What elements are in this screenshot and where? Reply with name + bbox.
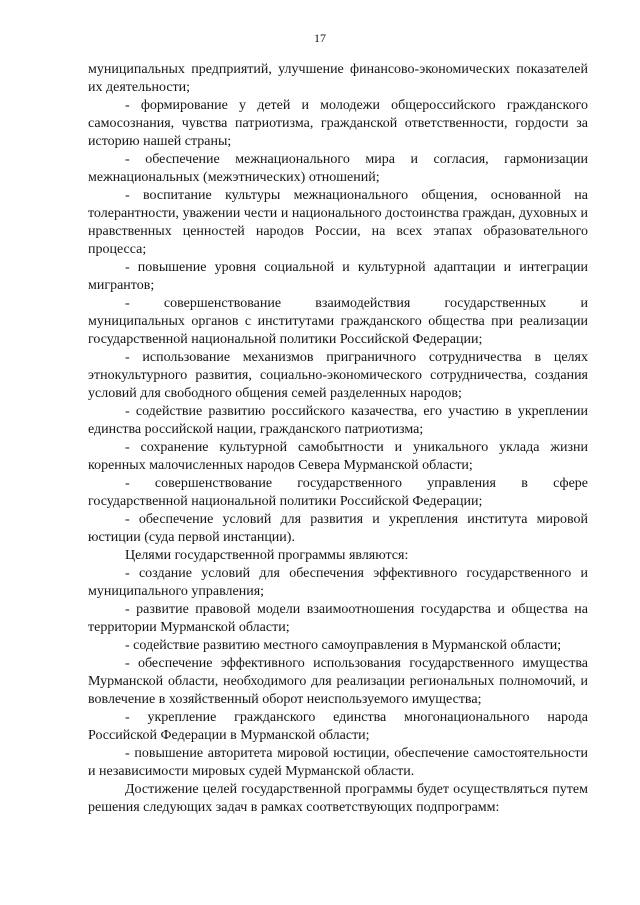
list-item: - повышение авторитета мировой юстиции, обеспечение самостоятельности и независимости мировых судей Мурманской области.: [88, 746, 592, 779]
page-number: 17: [314, 31, 326, 45]
list-item: - укрепление гражданского единства многонационального народа Российской Федерации в Мурманской области;: [88, 710, 592, 743]
list-item: - обеспечение межнационального мира и согласия, гармонизации межнациональных (межэтнических) отношений;: [88, 152, 592, 185]
list-item: - повышение уровня социальной и культурной адаптации и интеграции мигрантов;: [88, 260, 592, 293]
list-item: - обеспечение условий для развития и укрепления института мировой юстиции (суда первой инстанции).: [88, 512, 592, 545]
list-item: - содействие развитию местного самоуправления в Мурманской области;: [125, 638, 562, 653]
list-item: - обеспечение эффективного использования государственного имущества Мурманской области, необходимого для реализации региональных полномочий, и вовлечение в хозяйственный оборот неиспользуемого имущества;: [88, 656, 592, 707]
paragraph: Достижение целей государственной программы будет осуществляться путем решения следующих задач в рамках соответствующих подпрограмм:: [88, 782, 592, 815]
list-item: - совершенствование государственного управления в сфере государственной национальной политики Российской Федерации;: [88, 476, 592, 509]
document-body: [88, 61, 592, 817]
list-item: - использование механизмов приграничного сотрудничества в целях этнокультурного развития, социально-экономического сотрудничества, создания условий для свободного общения семей разделенных народов;: [88, 350, 592, 401]
section-lead: Целями государственной программы являются:: [125, 548, 409, 563]
list-item: - содействие развитию российского казачества, его участию в укреплении единства российской нации, гражданского патриотизма;: [88, 404, 592, 437]
paragraph: муниципальных предприятий, улучшение финансово-экономических показателей их деятельности;: [88, 62, 592, 95]
list-item: - совершенствование взаимодействия государственных и муниципальных органов с институтами гражданского общества при реализации государственной национальной политики Российской Федерации;: [88, 296, 592, 347]
list-item: - создание условий для обеспечения эффективного государственного и муниципального управления;: [88, 566, 592, 599]
list-item: - воспитание культуры межнационального общения, основанной на толерантности, уважении чести и национального достоинства граждан, духовных и нравственных ценностей народов России, на всех этапах образовательного процесса;: [88, 188, 592, 257]
list-item: - формирование у детей и молодежи общероссийского гражданского самосознания, чувства патриотизма, гражданской ответственности, гордости за историю нашей страны;: [88, 98, 592, 149]
list-item: - развитие правовой модели взаимоотношения государства и общества на территории Мурманской области;: [88, 602, 592, 635]
list-item: - сохранение культурной самобытности и уникального уклада жизни коренных малочисленных народов Севера Мурманской области;: [88, 440, 592, 473]
